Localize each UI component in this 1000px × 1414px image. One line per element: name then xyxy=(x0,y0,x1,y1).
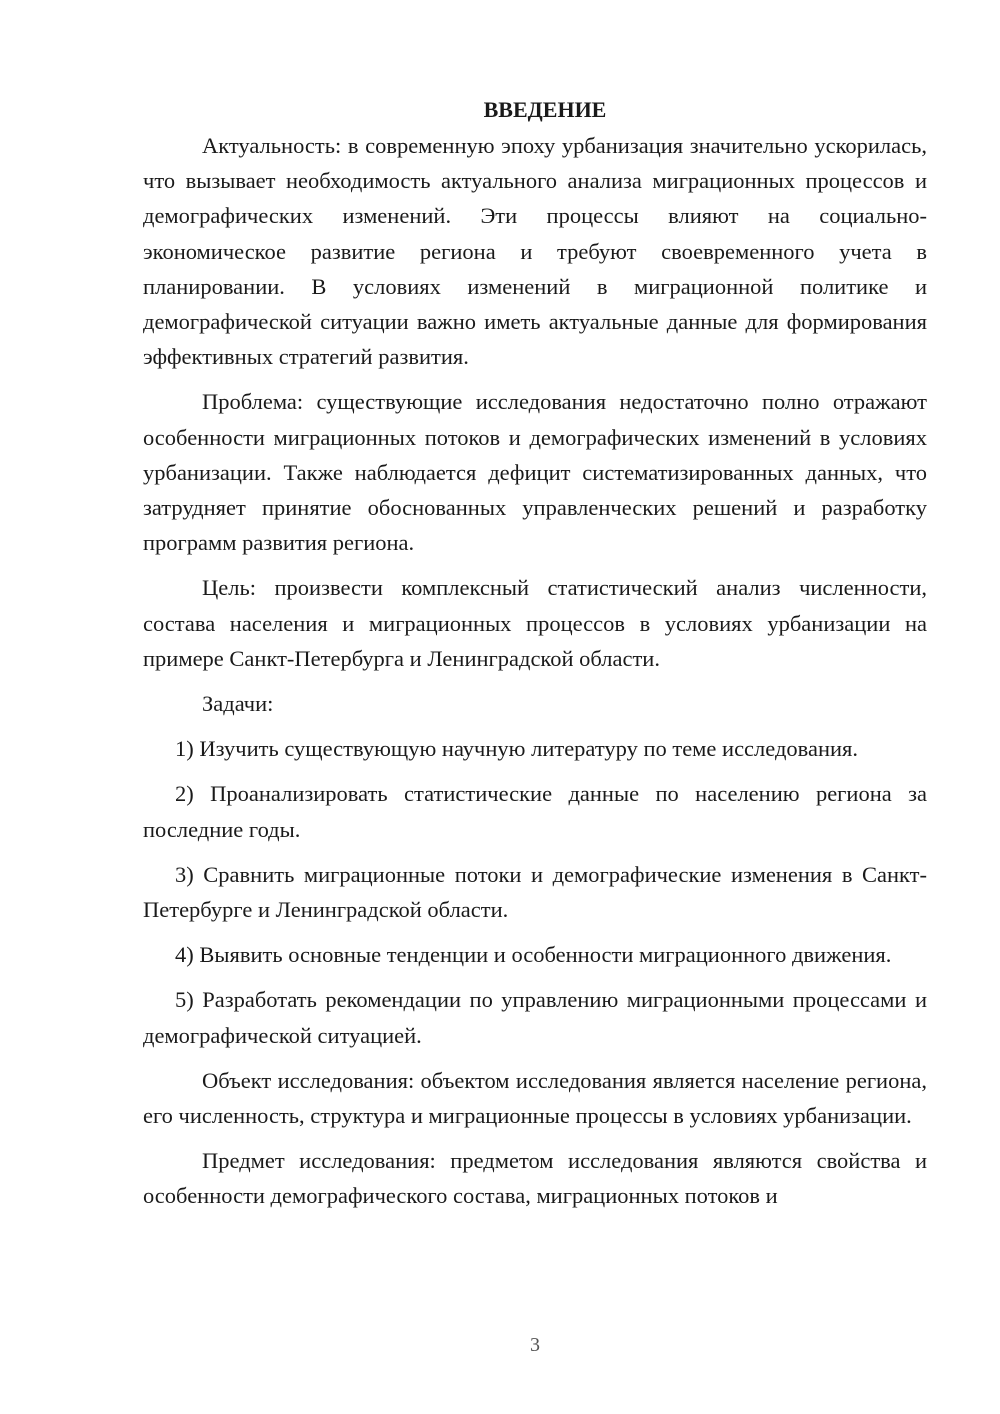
paragraph-relevance: Актуальность: в современную эпоху урбанизация значительно ускорилась, что вызывает необходимость актуального анализа миграционных процессов и демографических изменений. Эти процессы влияют на социально-экономическое развитие региона и требуют своевременного учета в планировании. В условиях изменений в миграционной политике и демографической ситуации важно иметь актуальные данные для формирования эффективных стратегий развития. xyxy=(143,133,927,370)
paragraph-object: Объект исследования: объектом исследования является население региона, его численность, структура и миграционные процессы в условиях урбанизации. xyxy=(143,1067,927,1129)
section-title: ВВЕДЕНИЕ xyxy=(483,97,607,122)
paragraph-problem: Проблема: существующие исследования недостаточно полно отражают особенности миграционных потоков и демографических изменений в условиях урбанизации. Также наблюдается дефицит систематизированных данных, что затрудняет принятие обоснованных управленческих решений и разработку программ развития региона. xyxy=(143,389,927,556)
task-item: 1) Изучить существующую научную литературу по теме исследования. xyxy=(175,736,859,762)
page-number: 3 xyxy=(530,1334,540,1356)
task-item: 5) Разработать рекомендации по управлению миграционными процессами и демографической ситуацией. xyxy=(143,987,927,1048)
task-item: 3) Сравнить миграционные потоки и демографические изменения в Санкт-Петербурге и Ленинградской области. xyxy=(143,861,927,923)
task-item: 2) Проанализировать статистические данные по населению региона за последние годы. xyxy=(143,781,927,842)
document-page xyxy=(143,92,927,1214)
paragraph-subject: Предмет исследования: предметом исследования являются свойства и особенности демографического состава, миграционных потоков и xyxy=(143,1148,927,1209)
task-item: 4) Выявить основные тенденции и особенности миграционного движения. xyxy=(175,942,892,968)
tasks-heading: Задачи: xyxy=(202,691,274,717)
paragraph-goal: Цель: произвести комплексный статистический анализ численности, состава населения и миграционных процессов в условиях урбанизации на примере Санкт-Петербурга и Ленинградской области. xyxy=(143,575,927,671)
